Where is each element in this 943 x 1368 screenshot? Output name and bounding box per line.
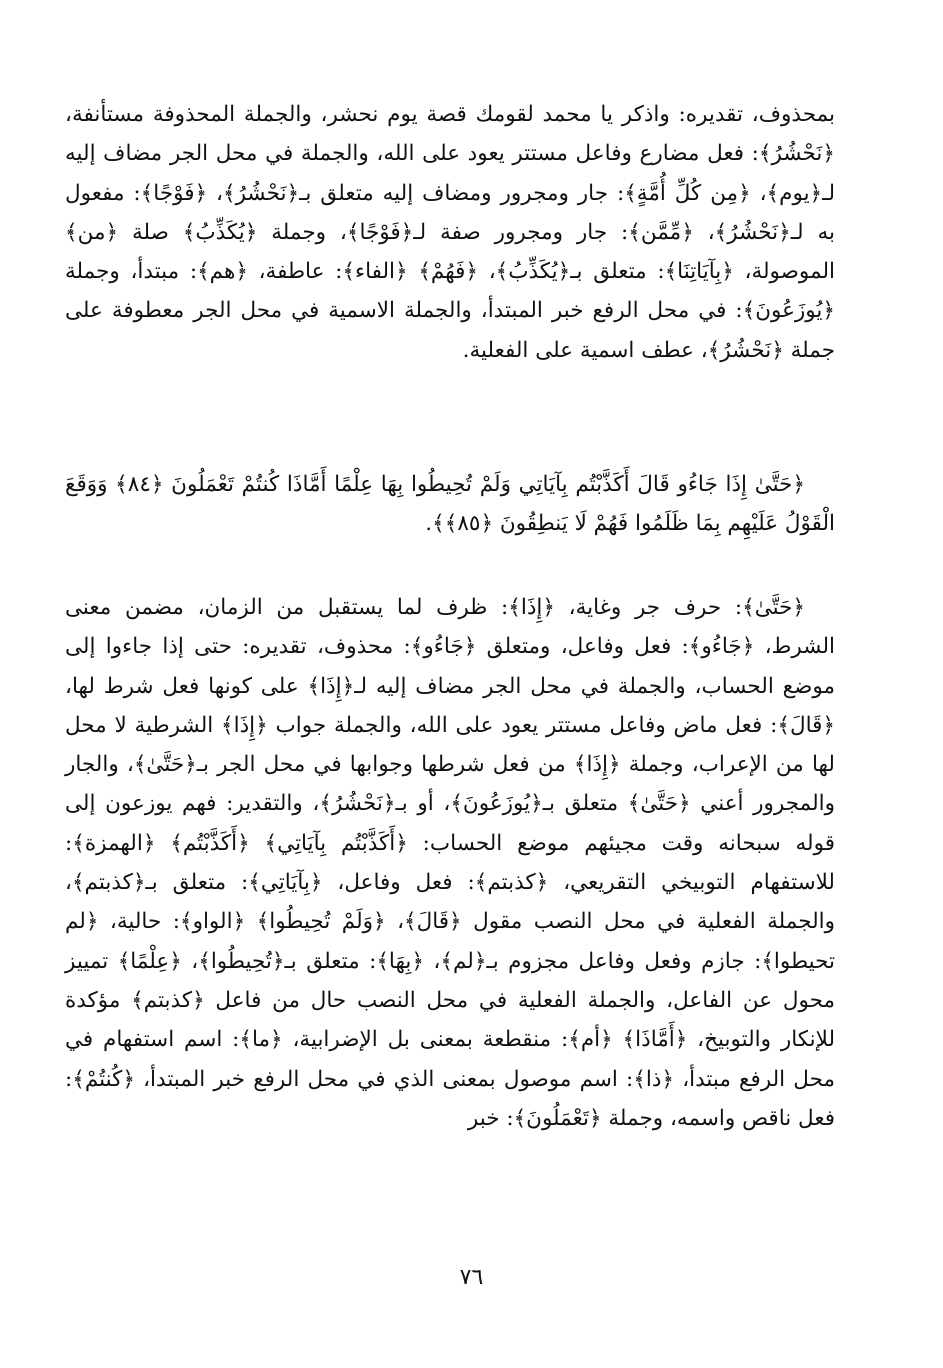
page-number: ٧٦ — [459, 1265, 484, 1290]
paragraph-irab-continuation: بمحذوف، تقديره: واذكر يا محمد لقومك قصة يوم نحشر، والجملة المحذوفة مستأنفة، ﴿نَحْشُرُ﴾: فعل مضارع وفاعل مستتر يعود على الله، والجملة في محل الجر مضاف إليه لـ﴿يوم﴾، ﴿مِن كُلِّ أُمَّةٍ﴾: جار ومجرور ومضاف إليه متعلق بـ﴿نَحْشُرُ﴾، ﴿فَوْجًا﴾: مفعول به لـ﴿نَحْشُرُ﴾، ﴿مِّمَّن﴾: جار ومجرور صفة لـ﴿فَوْجًا﴾، وجملة ﴿يُكَذِّبُ﴾ صلة ﴿من﴾ الموصولة، ﴿بِآيَاتِنَا﴾: متعلق بـ﴿يُكَذِّبُ﴾، ﴿فَهُمْ﴾ ﴿الفاء﴾: عاطفة، ﴿هم﴾: مبتدأ، وجملة ﴿يُوزَعُونَ﴾: في محل الرفع خبر المبتدأ، والجملة الاسمية في محل الجر معطوفة على جملة ﴿نَحْشُرُ﴾، عطف اسمية على الفعلية. — [65, 102, 835, 363]
paragraph-irab-commentary: ﴿حَتَّىٰ﴾: حرف جر وغاية، ﴿إِذَا﴾: ظرف لما يستقبل من الزمان، مضمن معنى الشرط، ﴿جَاءُو﴾: فعل وفاعل، ومتعلق ﴿جَاءُو﴾: محذوف، تقديره: حتى إذا جاءوا إلى موضع الحساب، والجملة في محل الجر مضاف إليه لـ﴿إِذَا﴾ على كونها فعل شرط لها، ﴿قَالَ﴾: فعل ماض وفاعل مستتر يعود على الله، والجملة جواب ﴿إِذَا﴾ الشرطية لا محل لها من الإعراب، وجملة ﴿إِذَا﴾ من فعل شرطها وجوابها في محل الجر بـ﴿حَتَّىٰ﴾، والجار والمجرور أعني ﴿حَتَّىٰ﴾ متعلق بـ﴿يُوزَعُونَ﴾، أو بـ﴿نَحْشُرُ﴾، والتقدير: فهم يوزعون إلى قوله سبحانه وقت مجيئهم موضع الحساب: ﴿أَكَذَّبْتُم بِآيَاتِي﴾ ﴿أَكَذَّبْتُم﴾ ﴿الهمزة﴾: للاستفهام التوبيخي التقريعي، ﴿كذبتم﴾: فعل وفاعل، ﴿بِآيَاتِي﴾: متعلق بـ﴿كذبتم﴾، والجملة الفعلية في محل النصب مقول ﴿قَالَ﴾، ﴿وَلَمْ تُحِيطُوا﴾ ﴿الواو﴾: حالية، ﴿لم تحيطوا﴾: جازم وفعل وفاعل مجزوم بـ﴿لم﴾، ﴿بِهَا﴾: متعلق بـ﴿تُحِيطُوا﴾، ﴿عِلْمًا﴾ تمييز محول عن الفاعل، والجملة الفعلية في محل النصب حال من فاعل ﴿كذبتم﴾ مؤكدة للإنكار والتوبيخ، ﴿أَمَّاذَا﴾ ﴿أم﴾: منقطعة بمعنى بل الإضرابية، ﴿ما﴾: اسم استفهام في محل الرفع مبتدأ، ﴿ذا﴾: اسم موصول بمعنى الذي في محل الرفع خبر المبتدأ، ﴿كُنتُمْ﴾: فعل ناقص واسمه، وجملة ﴿تَعْمَلُونَ﴾: خبر — [65, 595, 835, 1131]
quran-verse: ﴿حَتَّىٰ إِذَا جَاءُو قَالَ أَكَذَّبْتُم بِآيَاتِي وَلَمْ تُحِيطُوا بِهَا عِلْمًا أَمَّاذَا كُنتُمْ تَعْمَلُونَ ﴿٨٤﴾ وَوَقَعَ الْقَوْلُ عَلَيْهِم بِمَا ظَلَمُوا فَهُمْ لَا يَنطِقُونَ ﴿٨٥﴾﴾. — [65, 472, 835, 537]
